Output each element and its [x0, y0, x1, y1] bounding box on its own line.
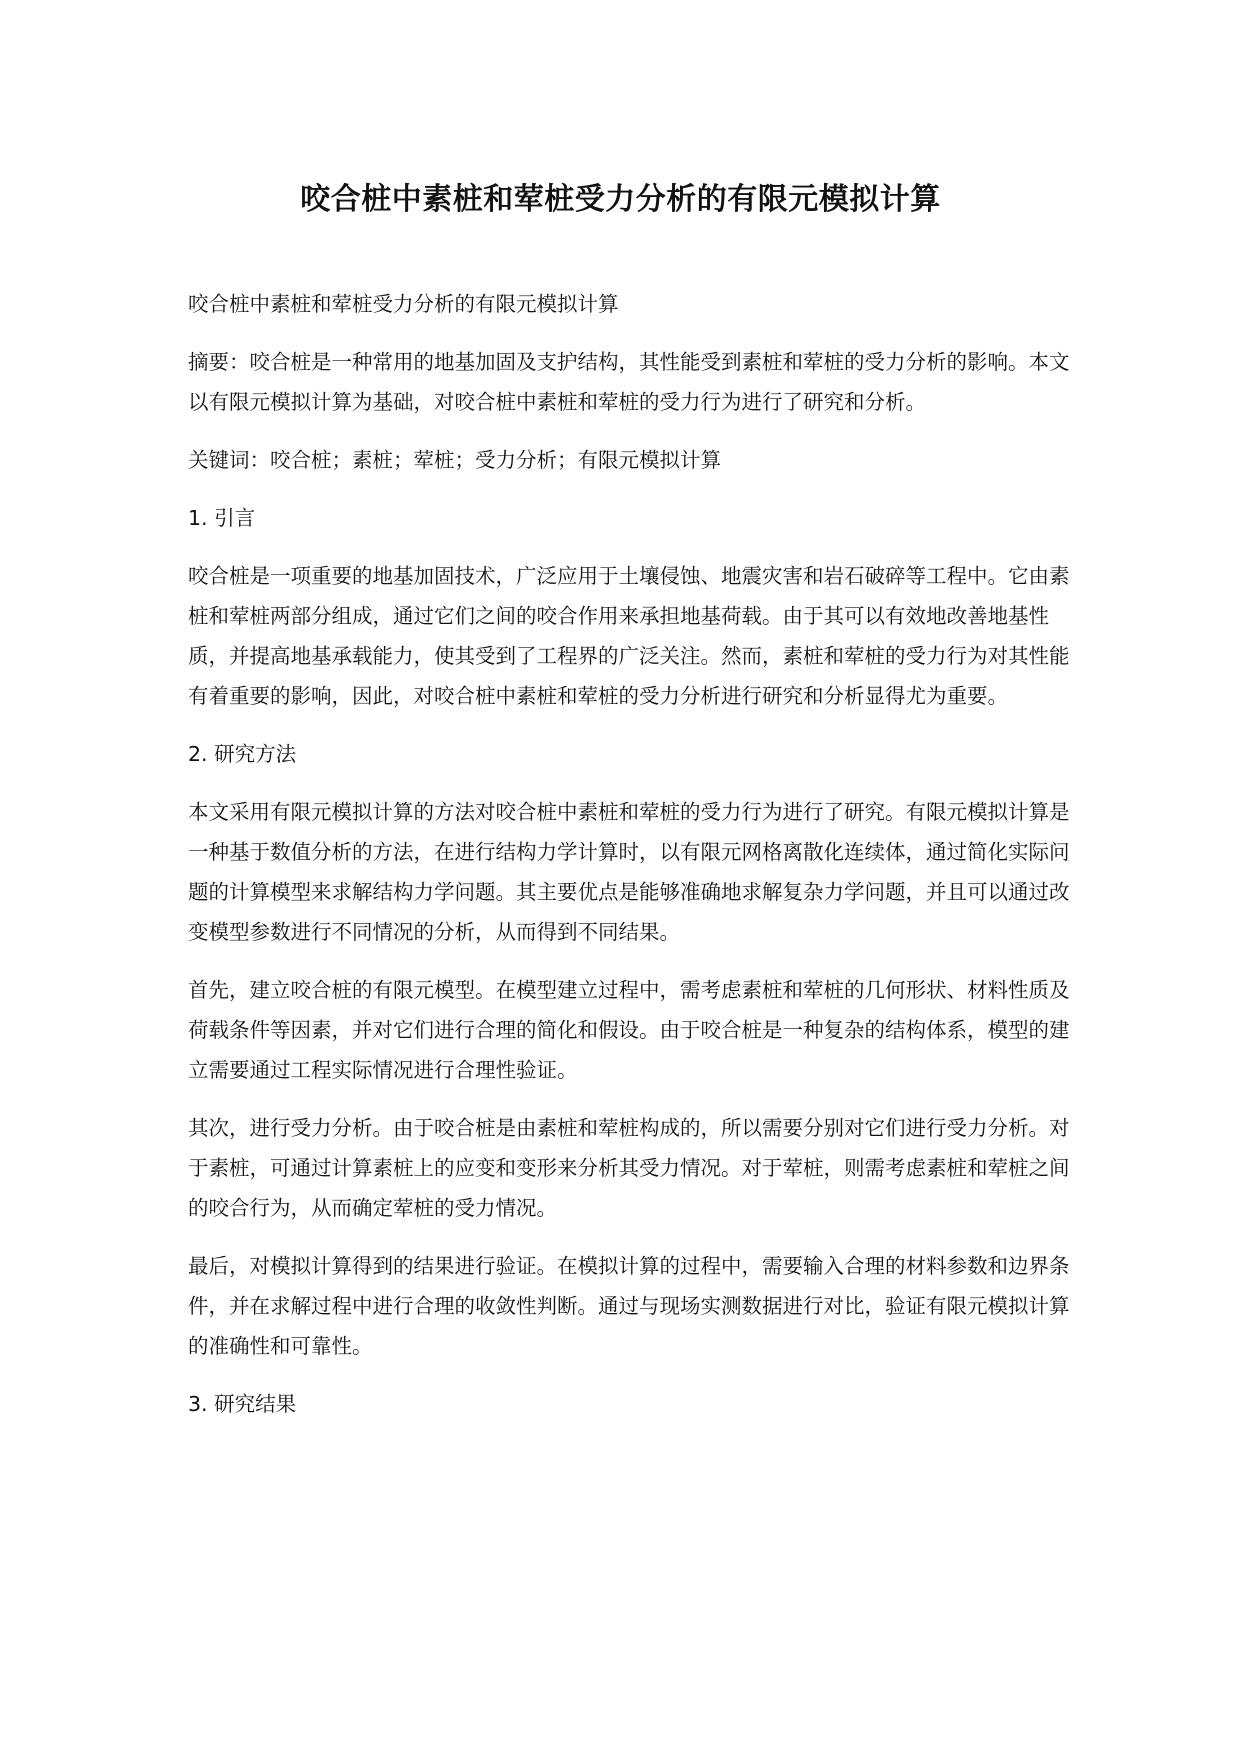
body-paragraph: 本文采用有限元模拟计算的方法对咬合桩中素桩和荤桩的受力行为进行了研究。有限元模拟计算是一种基于数值分析的方法，在进行结构力学计算时，以有限元网格离散化连续体，通过简化实际问题的计算模型来求解结构力学问题。其主要优点是能够准确地求解复杂力学问题，并且可以通过改变模型参数进行不同情况的分析，从而得到不同结果。: [188, 800, 1070, 944]
body-paragraph: 首先，建立咬合桩的有限元模型。在模型建立过程中，需考虑素桩和荤桩的几何形状、材料性质及荷载条件等因素，并对它们进行合理的简化和假设。由于咬合桩是一种复杂的结构体系，模型的建立需要通过工程实际情况进行合理性验证。: [188, 978, 1070, 1082]
body-paragraph: 咬合桩是一项重要的地基加固技术，广泛应用于土壤侵蚀、地震灾害和岩石破碎等工程中。它由素桩和荤桩两部分组成，通过它们之间的咬合作用来承担地基荷载。由于其可以有效地改善地基性质，并提高地基承载能力，使其受到了工程界的广泛关注。然而，素桩和荤桩的受力行为对其性能有着重要的影响，因此，对咬合桩中素桩和荤桩的受力分析进行研究和分析显得尤为重要。: [188, 564, 1070, 708]
document-body: [188, 284, 1073, 1442]
section-methods: [188, 734, 1073, 1366]
keywords-paragraph: 关键词：咬合桩；素桩；荤桩；受力分析；有限元模拟计算: [188, 448, 721, 472]
section-heading: 1. 引言: [188, 506, 256, 530]
document-title: 咬合桩中素桩和荤桩受力分析的有限元模拟计算: [300, 182, 941, 217]
body-paragraph: 最后，对模拟计算得到的结果进行验证。在模拟计算的过程中，需要输入合理的材料参数和边界条件，并在求解过程中进行合理的收敛性判断。通过与现场实测数据进行对比，验证有限元模拟计算的准确性和可靠性。: [188, 1254, 1070, 1358]
section-results: [188, 1384, 1073, 1424]
section-heading: 3. 研究结果: [188, 1392, 297, 1416]
section-introduction: [188, 498, 1073, 716]
body-paragraph: 其次，进行受力分析。由于咬合桩是由素桩和荤桩构成的，所以需要分别对它们进行受力分析。对于素桩，可通过计算素桩上的应变和变形来分析其受力情况。对于荤桩，则需考虑素桩和荤桩之间的咬合行为，从而确定荤桩的受力情况。: [188, 1116, 1070, 1220]
abstract-paragraph: 摘要：咬合桩是一种常用的地基加固及支护结构，其性能受到素桩和荤桩的受力分析的影响。本文以有限元模拟计算为基础，对咬合桩中素桩和荤桩的受力行为进行了研究和分析。: [188, 350, 1070, 414]
section-heading: 2. 研究方法: [188, 742, 297, 766]
subtitle-paragraph: 咬合桩中素桩和荤桩受力分析的有限元模拟计算: [188, 292, 619, 316]
